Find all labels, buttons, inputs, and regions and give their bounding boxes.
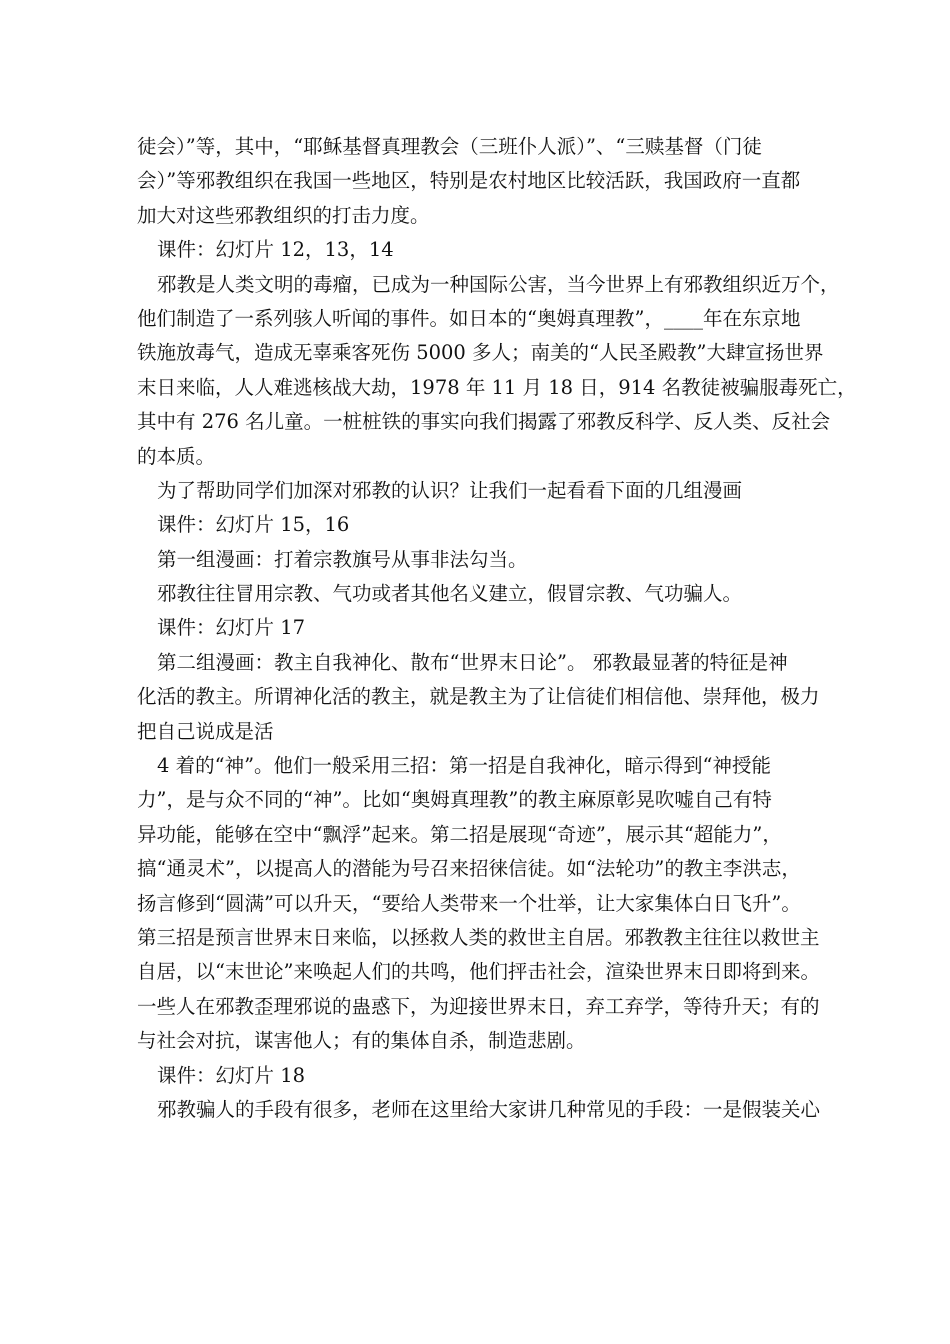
text-line: 他们制造了一系列骇人听闻的事件。如日本的“奥姆真理教”，____年在东京地 xyxy=(137,306,801,330)
text-line: 自居，以“末世论”来唤起人们的共鸣，他们抨击社会，渲染世界末日即将到来。 xyxy=(137,960,820,984)
paragraph-3 xyxy=(137,268,857,474)
text-line: 搞“通灵术”，以提高人的潜能为号召来招徕信徒。如“法轮功”的教主李洪志， xyxy=(137,857,801,881)
text-line: 异功能，能够在空中“飘浮”起来。第二招是展现“奇迹”，展示其“超能力”， xyxy=(137,822,782,846)
text-line: 为了帮助同学们加深对邪教的认识？让我们一起看看下面的几组漫画 xyxy=(157,478,743,502)
text-line: 课件：幻灯片 18 xyxy=(157,1063,306,1087)
text-line: 4 着的“神”。他们一般采用三招：第一招是自我神化，暗示得到“神授能 xyxy=(157,754,772,778)
text-line: 把自己说成是活 xyxy=(137,719,274,743)
paragraph-8 xyxy=(137,611,827,645)
paragraph-10 xyxy=(137,749,827,1059)
text-line: 邪教骗人的手段有很多，老师在这里给大家讲几种常见的手段：一是假装关心 xyxy=(157,1097,821,1121)
paragraph-6 xyxy=(137,543,827,577)
paragraph-9 xyxy=(137,646,827,749)
text-line: 扬言修到“圆满”可以升天，“要给人类带来一个壮举，让大家集体白日飞升”。 xyxy=(137,891,801,915)
paragraph-7 xyxy=(137,577,827,611)
text-line: 力”，是与众不同的“神”。比如“奥姆真理教”的教主麻原彰晃吹嘘自己有特 xyxy=(137,788,772,812)
text-line: 第二组漫画：教主自我神化、散布“世界末日论”。 邪教最显著的特征是神 xyxy=(157,650,788,674)
text-line: 第一组漫画：打着宗教旗号从事非法勾当。 xyxy=(157,547,528,571)
text-line: 的本质。 xyxy=(137,444,216,468)
paragraph-12 xyxy=(137,1093,827,1127)
paragraph-2 xyxy=(137,233,827,267)
text-line: 一些人在邪教歪理邪说的蛊惑下，为迎接世界末日，弃工弃学，等待升天；有的 xyxy=(137,994,820,1018)
text-line: 会）”等邪教组织在我国一些地区，特别是农村地区比较活跃，我国政府一直都 xyxy=(137,169,801,193)
text-line: 末日来临，人人难逃核战大劫，1978 年 11 月 18 日，914 名教徒被骗服毒死亡， xyxy=(137,375,857,399)
text-line: 与社会对抗，谋害他人；有的集体自杀，制造悲剧。 xyxy=(137,1029,586,1053)
text-line: 其中有 276 名儿童。一桩桩铁的事实向我们揭露了邪教反科学、反人类、反社会 xyxy=(137,410,831,434)
text-line: 加大对这些邪教组织的打击力度。 xyxy=(137,203,430,227)
text-line: 铁施放毒气，造成无辜乘客死伤 5000 多人；南美的“人民圣殿教”大肆宣扬世界 xyxy=(137,341,824,365)
text-line: 邪教是人类文明的毒瘤，已成为一种国际公害，当今世界上有邪教组织近万个， xyxy=(157,272,840,296)
paragraph-5 xyxy=(137,508,827,542)
text-line: 化活的教主。所谓神化活的教主，就是教主为了让信徒们相信他、崇拜他，极力 xyxy=(137,685,820,709)
paragraph-11 xyxy=(137,1059,827,1093)
text-line: 邪教往往冒用宗教、气功或者其他名义建立，假冒宗教、气功骗人。 xyxy=(157,582,743,606)
text-line: 课件：幻灯片 17 xyxy=(157,616,306,640)
text-line: 课件：幻灯片 15，16 xyxy=(157,513,350,537)
text-line: 课件：幻灯片 12，13，14 xyxy=(157,238,394,262)
paragraph-4 xyxy=(137,474,827,508)
document-body xyxy=(137,130,857,1127)
paragraph-1 xyxy=(137,130,827,233)
text-line: 第三招是预言世界末日来临，以拯救人类的救世主自居。邪教教主往往以救世主 xyxy=(137,925,820,949)
text-line: 徒会）”等，其中，“耶稣基督真理教会（三班仆人派）”、“三赎基督（门徒 xyxy=(137,135,762,158)
